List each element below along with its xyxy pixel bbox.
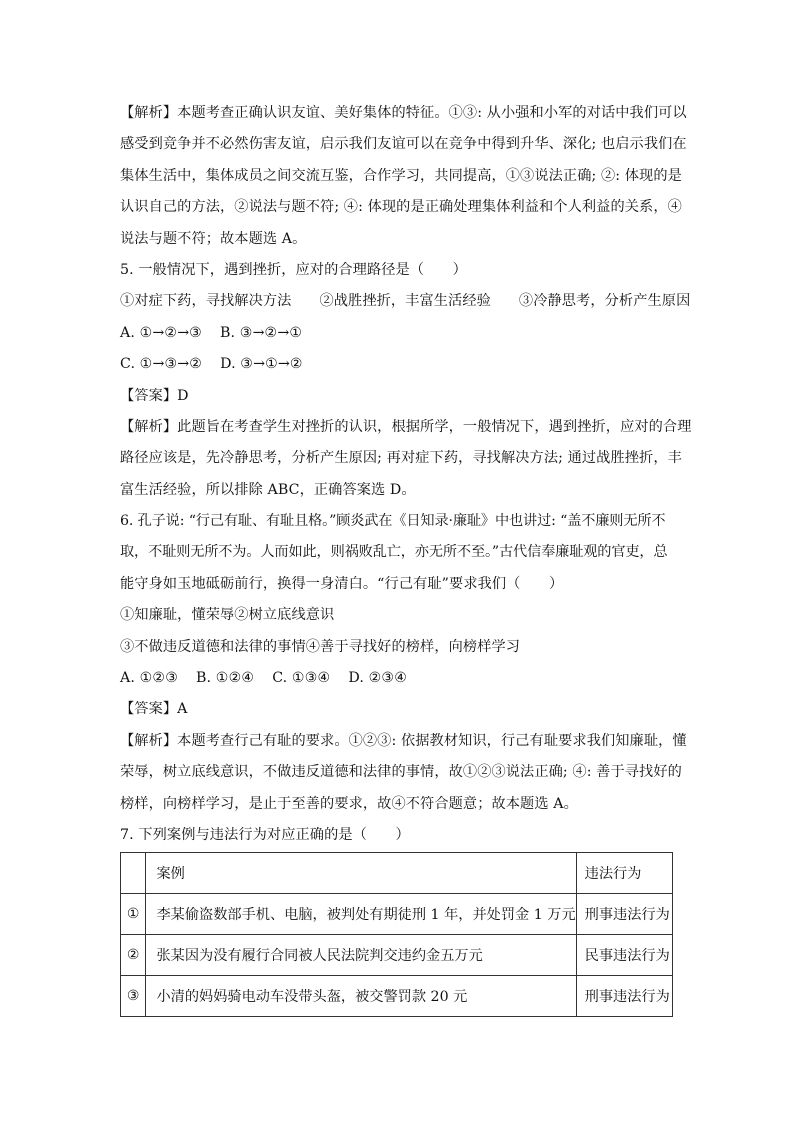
q5-item: ①对症下药，寻找解决方法	[120, 293, 292, 310]
table-cell: ②	[121, 935, 146, 976]
option: C. ①→③→②	[120, 356, 203, 373]
option: B. ③→②→①	[220, 324, 303, 341]
question-6-stem-line: 能守身如玉地砥砺前行，换得一身清白。“行己有耻”要求我们（ ）	[120, 575, 564, 592]
document-page	[120, 98, 692, 1017]
question-6-analysis-line: 【解析】本题考查行己有耻的要求。①②③: 依据教材知识，行己有耻要求我们知廉耻，懂	[120, 732, 687, 749]
q5-item: ②战胜挫折，丰富生活经验	[319, 293, 491, 310]
option: A. ①→②→③	[120, 324, 202, 341]
table-header-row	[121, 853, 673, 894]
question-6-options-row	[120, 663, 680, 694]
question-5-answer: 【答案】D	[120, 387, 189, 404]
question-5-analysis-line: 路径应该是，先冷静思考，分析产生原因; 再对症下药，寻找解决方法; 通过战胜挫折，丰	[120, 450, 682, 467]
table-cell: 李某偷盗数部手机、电脑，被判处有期徒刑 1 年，并处罚金 1 万元	[146, 894, 576, 935]
option: D. ②③④	[348, 670, 408, 687]
option: A. ①②③	[120, 670, 179, 687]
question-5-options-row	[120, 318, 680, 349]
table-cell: ①	[121, 894, 146, 935]
question-5-stem: 5. 一般情况下，遇到挫折，应对的合理路径是（ ）	[120, 261, 467, 278]
table-cell: 民事违法行为	[576, 935, 672, 976]
table-header-cell	[121, 853, 146, 894]
question-6-analysis-line: 榜样，向榜样学习，是止于至善的要求，故④不符合题意；故本题选 A。	[120, 795, 578, 812]
question-5-analysis-line: 【解析】此题旨在考查学生对挫折的认识，根据所学，一般情况下，遇到挫折，应对的合理	[120, 418, 692, 435]
question-6-analysis-line: 荣辱，树立底线意识，不做违反道德和法律的事情，故①②③说法正确; ④: 善于寻找好的	[120, 764, 682, 781]
question-7-stem: 7. 下列案例与违法行为对应正确的是（ ）	[120, 826, 410, 843]
table-row	[121, 894, 673, 935]
question-6-stem-line: 6. 孔子说: “行己有耻、有耻且格。”顾炎武在《日知录·廉耻》中也讲过: “盖不廉则无所不	[120, 513, 666, 530]
table-cell: 刑事违法行为	[576, 976, 672, 1017]
option: B. ①②④	[196, 670, 255, 687]
table-cell: 小清的妈妈骑电动车没带头盔，被交警罚款 20 元	[146, 976, 576, 1017]
question-6-item-line: ③不做违反道德和法律的事情④善于寻找好的榜样，向榜样学习	[120, 638, 521, 655]
question-5-items	[120, 286, 691, 317]
question-5-options-row	[120, 349, 680, 380]
table-header-cell: 案例	[146, 853, 576, 894]
question-6-answer: 【答案】A	[120, 701, 188, 718]
table-cell: 刑事违法行为	[576, 894, 672, 935]
analysis-line: 【解析】本题考查正确认识友谊、美好集体的特征。①③: 从小强和小军的对话中我们可以	[120, 105, 687, 121]
analysis-line: 说法与题不符；故本题选 A。	[120, 230, 307, 247]
analysis-line: 认识自己的方法，②说法与题不符; ④: 体现的是正确处理集体利益和个人利益的关系，④	[120, 199, 682, 216]
q5-item: ③冷静思考，分析产生原因	[518, 293, 691, 310]
table-row	[121, 976, 673, 1017]
analysis-line: 集体生活中，集体成员之间交流互鉴，合作学习，共同提高，①③说法正确; ②: 体现的是	[120, 167, 682, 184]
table-cell: 张某因为没有履行合同被人民法院判交违约金五万元	[146, 935, 576, 976]
option: C. ①③④	[272, 670, 331, 687]
option: D. ③→①→②	[220, 356, 303, 373]
analysis-line: 感受到竞争并不必然伤害友谊，启示我们友谊可以在竞争中得到升华、深化; 也启示我们在	[120, 136, 687, 153]
table-header-cell: 违法行为	[576, 853, 672, 894]
question-6-item-line: ①知廉耻，懂荣辱②树立底线意识	[120, 607, 335, 624]
case-table	[120, 852, 673, 1017]
question-6-stem-line: 取，不耻则无所不为。人而如此，则祸败乱亡，亦无所不至。”古代信奉廉耻观的官吏，总	[120, 544, 668, 561]
table-cell: ③	[121, 976, 146, 1017]
question-5-analysis-line: 富生活经验，所以排除 ABC，正确答案选 D。	[120, 481, 416, 498]
table-row	[121, 935, 673, 976]
